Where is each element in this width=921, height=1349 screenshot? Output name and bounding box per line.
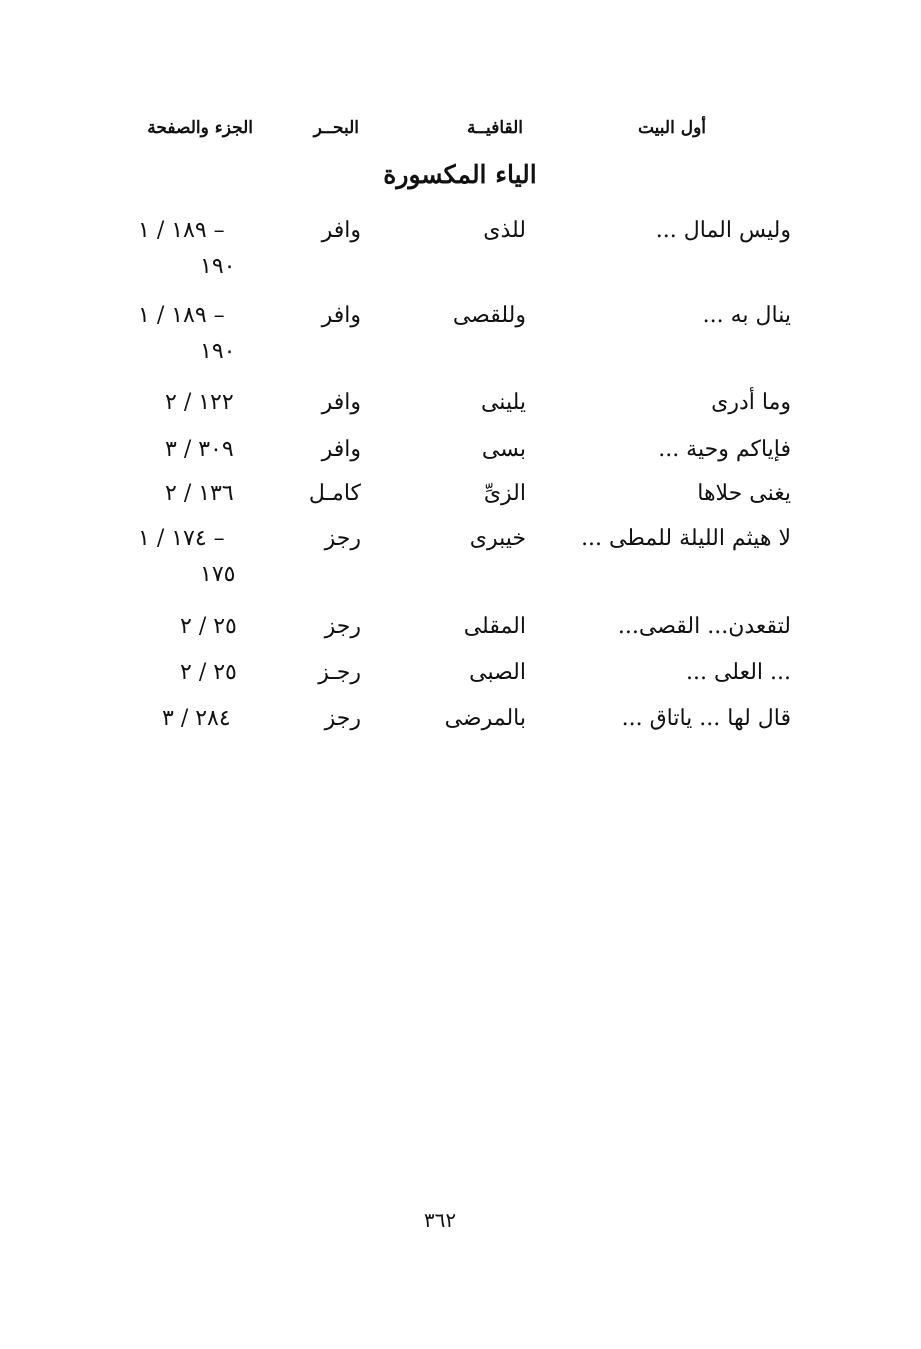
reference-cell: ٢٥ / ٢: [180, 660, 237, 685]
table-row: [0, 303, 921, 364]
rhyme-cell: وللقصى: [452, 303, 526, 328]
first-verse-cell: ... العلى ...: [686, 660, 791, 685]
reference-continuation: ١٩٠: [200, 254, 236, 279]
header-volume-page: الجزء والصفحة: [147, 118, 253, 138]
meter-cell: كامـل: [308, 481, 361, 506]
table-row: [0, 706, 921, 746]
reference-cell: ١٣٦ / ٢: [165, 481, 234, 506]
reference-cell: ٢٨٤ / ٣: [162, 706, 231, 731]
table-row: [0, 614, 921, 654]
page-number: ٣٦٢: [423, 1208, 457, 1232]
reference-cell: ١٢٢ / ٢: [165, 390, 234, 415]
table-row: [0, 437, 921, 477]
meter-cell: وافر: [321, 390, 361, 415]
table-row: [0, 390, 921, 430]
meter-cell: وافر: [321, 218, 361, 243]
rhyme-cell: يلينى: [480, 390, 526, 415]
rhyme-cell: الزىِّ: [483, 481, 526, 506]
rhyme-cell: المقلى: [463, 614, 526, 639]
first-verse-cell: قال لها ... ياتاق ...: [621, 706, 791, 731]
rhyme-cell: بالمرضى: [444, 706, 526, 731]
header-first-verse: أول البيت: [637, 118, 706, 138]
first-verse-cell: لا هيثم الليلة للمطى ...: [581, 526, 791, 551]
first-verse-cell: وليس المال ...: [655, 218, 791, 243]
reference-cell: ١٨٩ / ١ –: [138, 303, 225, 328]
table-row: [0, 481, 921, 521]
table-row: [0, 526, 921, 587]
reference-continuation: ١٧٥: [200, 562, 236, 587]
first-verse-cell: يغنى حلاها: [697, 481, 791, 506]
meter-cell: رجز: [324, 706, 361, 731]
table-row: [0, 660, 921, 700]
rhyme-cell: بسى: [481, 437, 526, 462]
meter-cell: رجز: [324, 526, 361, 551]
table-row: [0, 218, 921, 279]
reference-continuation: ١٩٠: [200, 339, 236, 364]
rhyme-cell: للذى: [483, 218, 526, 243]
first-verse-cell: ينال به ...: [702, 303, 791, 328]
reference-cell: ٢٥ / ٢: [180, 614, 237, 639]
first-verse-cell: وما أدرى: [711, 390, 791, 415]
first-verse-cell: لتقعدن... القصى...: [617, 614, 791, 639]
meter-cell: رجز: [324, 614, 361, 639]
rhyme-cell: خيبرى: [469, 526, 526, 551]
header-meter: البحــر: [313, 118, 359, 138]
meter-cell: وافر: [321, 437, 361, 462]
section-title: الياء المكسورة: [383, 160, 537, 189]
reference-cell: ١٨٩ / ١ –: [138, 218, 225, 243]
meter-cell: رجـز: [318, 660, 361, 685]
rhyme-cell: الصبى: [469, 660, 526, 685]
header-rhyme: القافيــة: [466, 118, 523, 138]
reference-cell: ٣٠٩ / ٣: [165, 437, 234, 462]
reference-cell: ١٧٤ / ١ –: [138, 526, 225, 551]
meter-cell: وافر: [321, 303, 361, 328]
first-verse-cell: فإياكم وحية ...: [658, 437, 791, 462]
